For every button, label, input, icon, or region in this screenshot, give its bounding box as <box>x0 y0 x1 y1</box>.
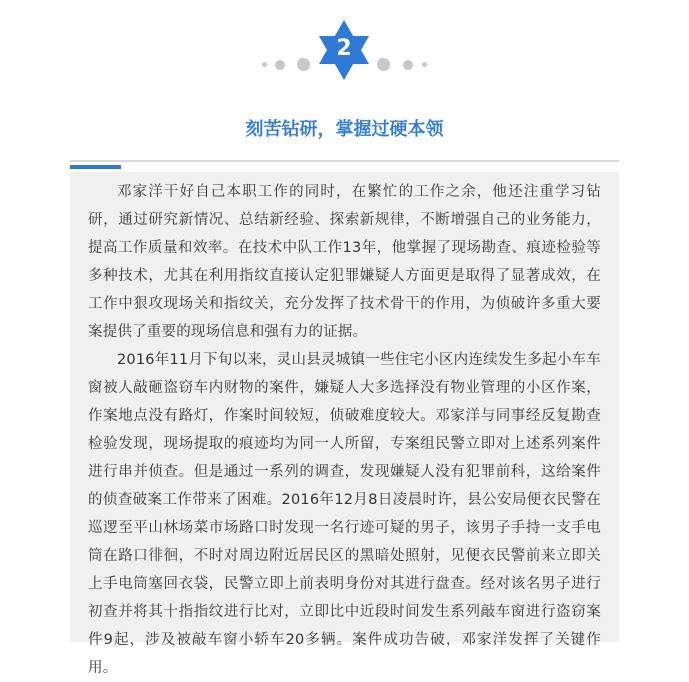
section-header <box>0 0 689 150</box>
article-paragraph: 邓家洋干好自己本职工作的同时，在繁忙的工作之余，他还注重学习钻研，通过研究新情况、总结新经验、探索新规律，不断增强自己的业务能力，提高工作质量和效率。在技术中队工作13年，他掌握了现场勘查、痕迹检验等多种技术，尤其在利用指纹直接认定犯罪嫌疑人方面更是取得了显著成效，在工作中狠攻现场关和指纹关，充分发挥了技术骨干的作用，为侦破许多重大要案提供了重要的现场信息和强有力的证据。 <box>88 184 601 340</box>
dot-icon <box>297 58 310 71</box>
section-number-badge <box>318 20 370 80</box>
dot-icon <box>377 58 390 71</box>
dot-icon <box>275 60 285 70</box>
dot-icon <box>262 62 267 67</box>
section-title: 刻苦钻研，掌握过硬本领 <box>245 119 444 140</box>
article-paragraph: 2016年11月下旬以来，灵山县灵城镇一些住宅小区内连续发生多起小车车窗被人敲砸盗窃车内财物的案件，嫌疑人大多选择没有物业管理的小区作案，作案地点没有路灯，作案时间较短，侦破难度较大。邓家洋与同事经反复勘查检验发现，现场提取的痕迹均为同一人所留，专案组民警立即对上述系列案件进行串并侦查。但是通过一系列的调查，发现嫌疑人没有犯罪前科，这给案件的侦查破案工作带来了困难。2016年12月8日凌晨时许，县公安局便衣民警在巡逻至平山林场菜市场路口时发现一名行迹可疑的男子，该男子手持一支手电筒在路口徘徊，不时对周边附近居民区的黑暗处照射，见便衣民警前来立即关上手电筒塞回衣袋，民警立即上前表明身份对其进行盘查。经对该名男子进行初查并将其十指指纹进行比对，立即比中近段时间发生系列敲车窗进行盗窃案件9起，涉及被敲车窗小轿车20多辆。案件成功告破，邓家洋发挥了关键作用。 <box>88 352 601 676</box>
section-number: 2 <box>336 36 352 61</box>
article-body <box>70 172 619 676</box>
divider-accent <box>70 165 121 169</box>
dot-icon <box>403 60 413 70</box>
dot-icon <box>422 62 427 67</box>
title-divider <box>70 160 619 162</box>
